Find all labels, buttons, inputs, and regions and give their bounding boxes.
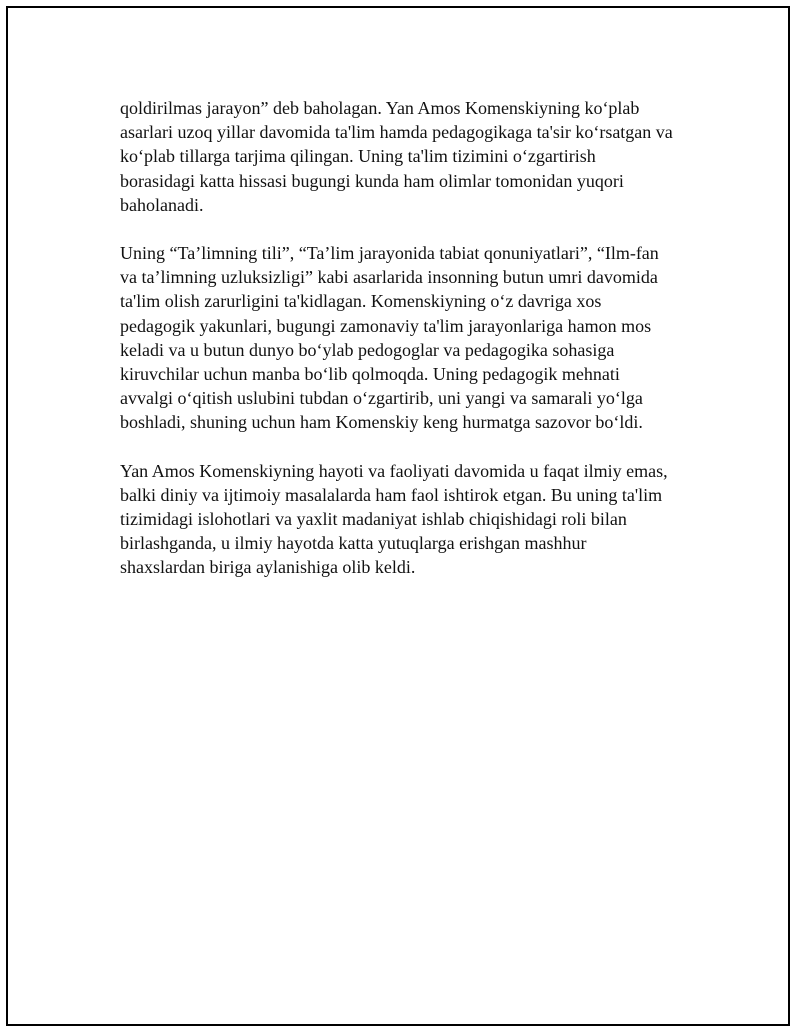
text-line: pedagogik yakunlari, bugungi zamonaviy ta'lim jarayonlariga hamon mos <box>120 315 652 336</box>
text-line: asarlari uzoq yillar davomida ta'lim hamda pedagogikaga ta'sir ko‘rsatgan va <box>120 122 673 143</box>
text-line: ko‘plab tillarga tarjima qilingan. Uning ta'lim tizimini o‘zgartirish <box>120 146 596 167</box>
text-line: qoldirilmas jarayon” deb baholagan. Yan Amos Komenskiyning ko‘plab <box>120 98 640 118</box>
paragraph-1 <box>120 96 710 217</box>
text-line: keladi va u butun dunyo bo‘ylab pedogoglar va pedagogika sohasiga <box>120 339 615 360</box>
text-line: va ta’limning uzluksizligi” kabi asarlarida insonning butun umri davomida <box>120 267 658 288</box>
text-line: shaxslardan biriga aylanishiga olib keldi. <box>120 557 416 578</box>
paragraph-2 <box>120 241 710 435</box>
text-line: kiruvchilar uchun manba bo‘lib qolmoqda. Uning pedagogik mehnati <box>120 364 620 385</box>
text-line: Uning “Ta’limning tili”, “Ta’lim jarayonida tabiat qonuniyatlari”, “Ilm-fan <box>120 243 659 264</box>
document-body <box>120 96 710 604</box>
text-line: borasidagi katta hissasi bugungi kunda ham olimlar tomonidan yuqori <box>120 170 624 191</box>
text-line: balki diniy va ijtimoiy masalalarda ham faol ishtirok etgan. Bu uning ta'lim <box>120 484 663 505</box>
text-line: avvalgi o‘qitish uslubini tubdan o‘zgartirib, uni yangi va samarali yo‘lga <box>120 388 643 409</box>
text-line: baholanadi. <box>120 194 204 215</box>
text-line: boshladi, shuning uchun ham Komenskiy keng hurmatga sazovor bo‘ldi. <box>120 412 643 433</box>
text-line: tizimidagi islohotlari va yaxlit madaniyat ishlab chiqishidagi roli bilan <box>120 509 627 530</box>
text-line: birlashganda, u ilmiy hayotda katta yutuqlarga erishgan mashhur <box>120 533 587 554</box>
document-page <box>6 6 790 1026</box>
text-line: Yan Amos Komenskiyning hayoti va faoliyati davomida u faqat ilmiy emas, <box>120 460 668 481</box>
paragraph-3 <box>120 459 710 580</box>
text-line: ta'lim olish zarurligini ta'kidlagan. Komenskiyning o‘z davriga xos <box>120 291 602 312</box>
